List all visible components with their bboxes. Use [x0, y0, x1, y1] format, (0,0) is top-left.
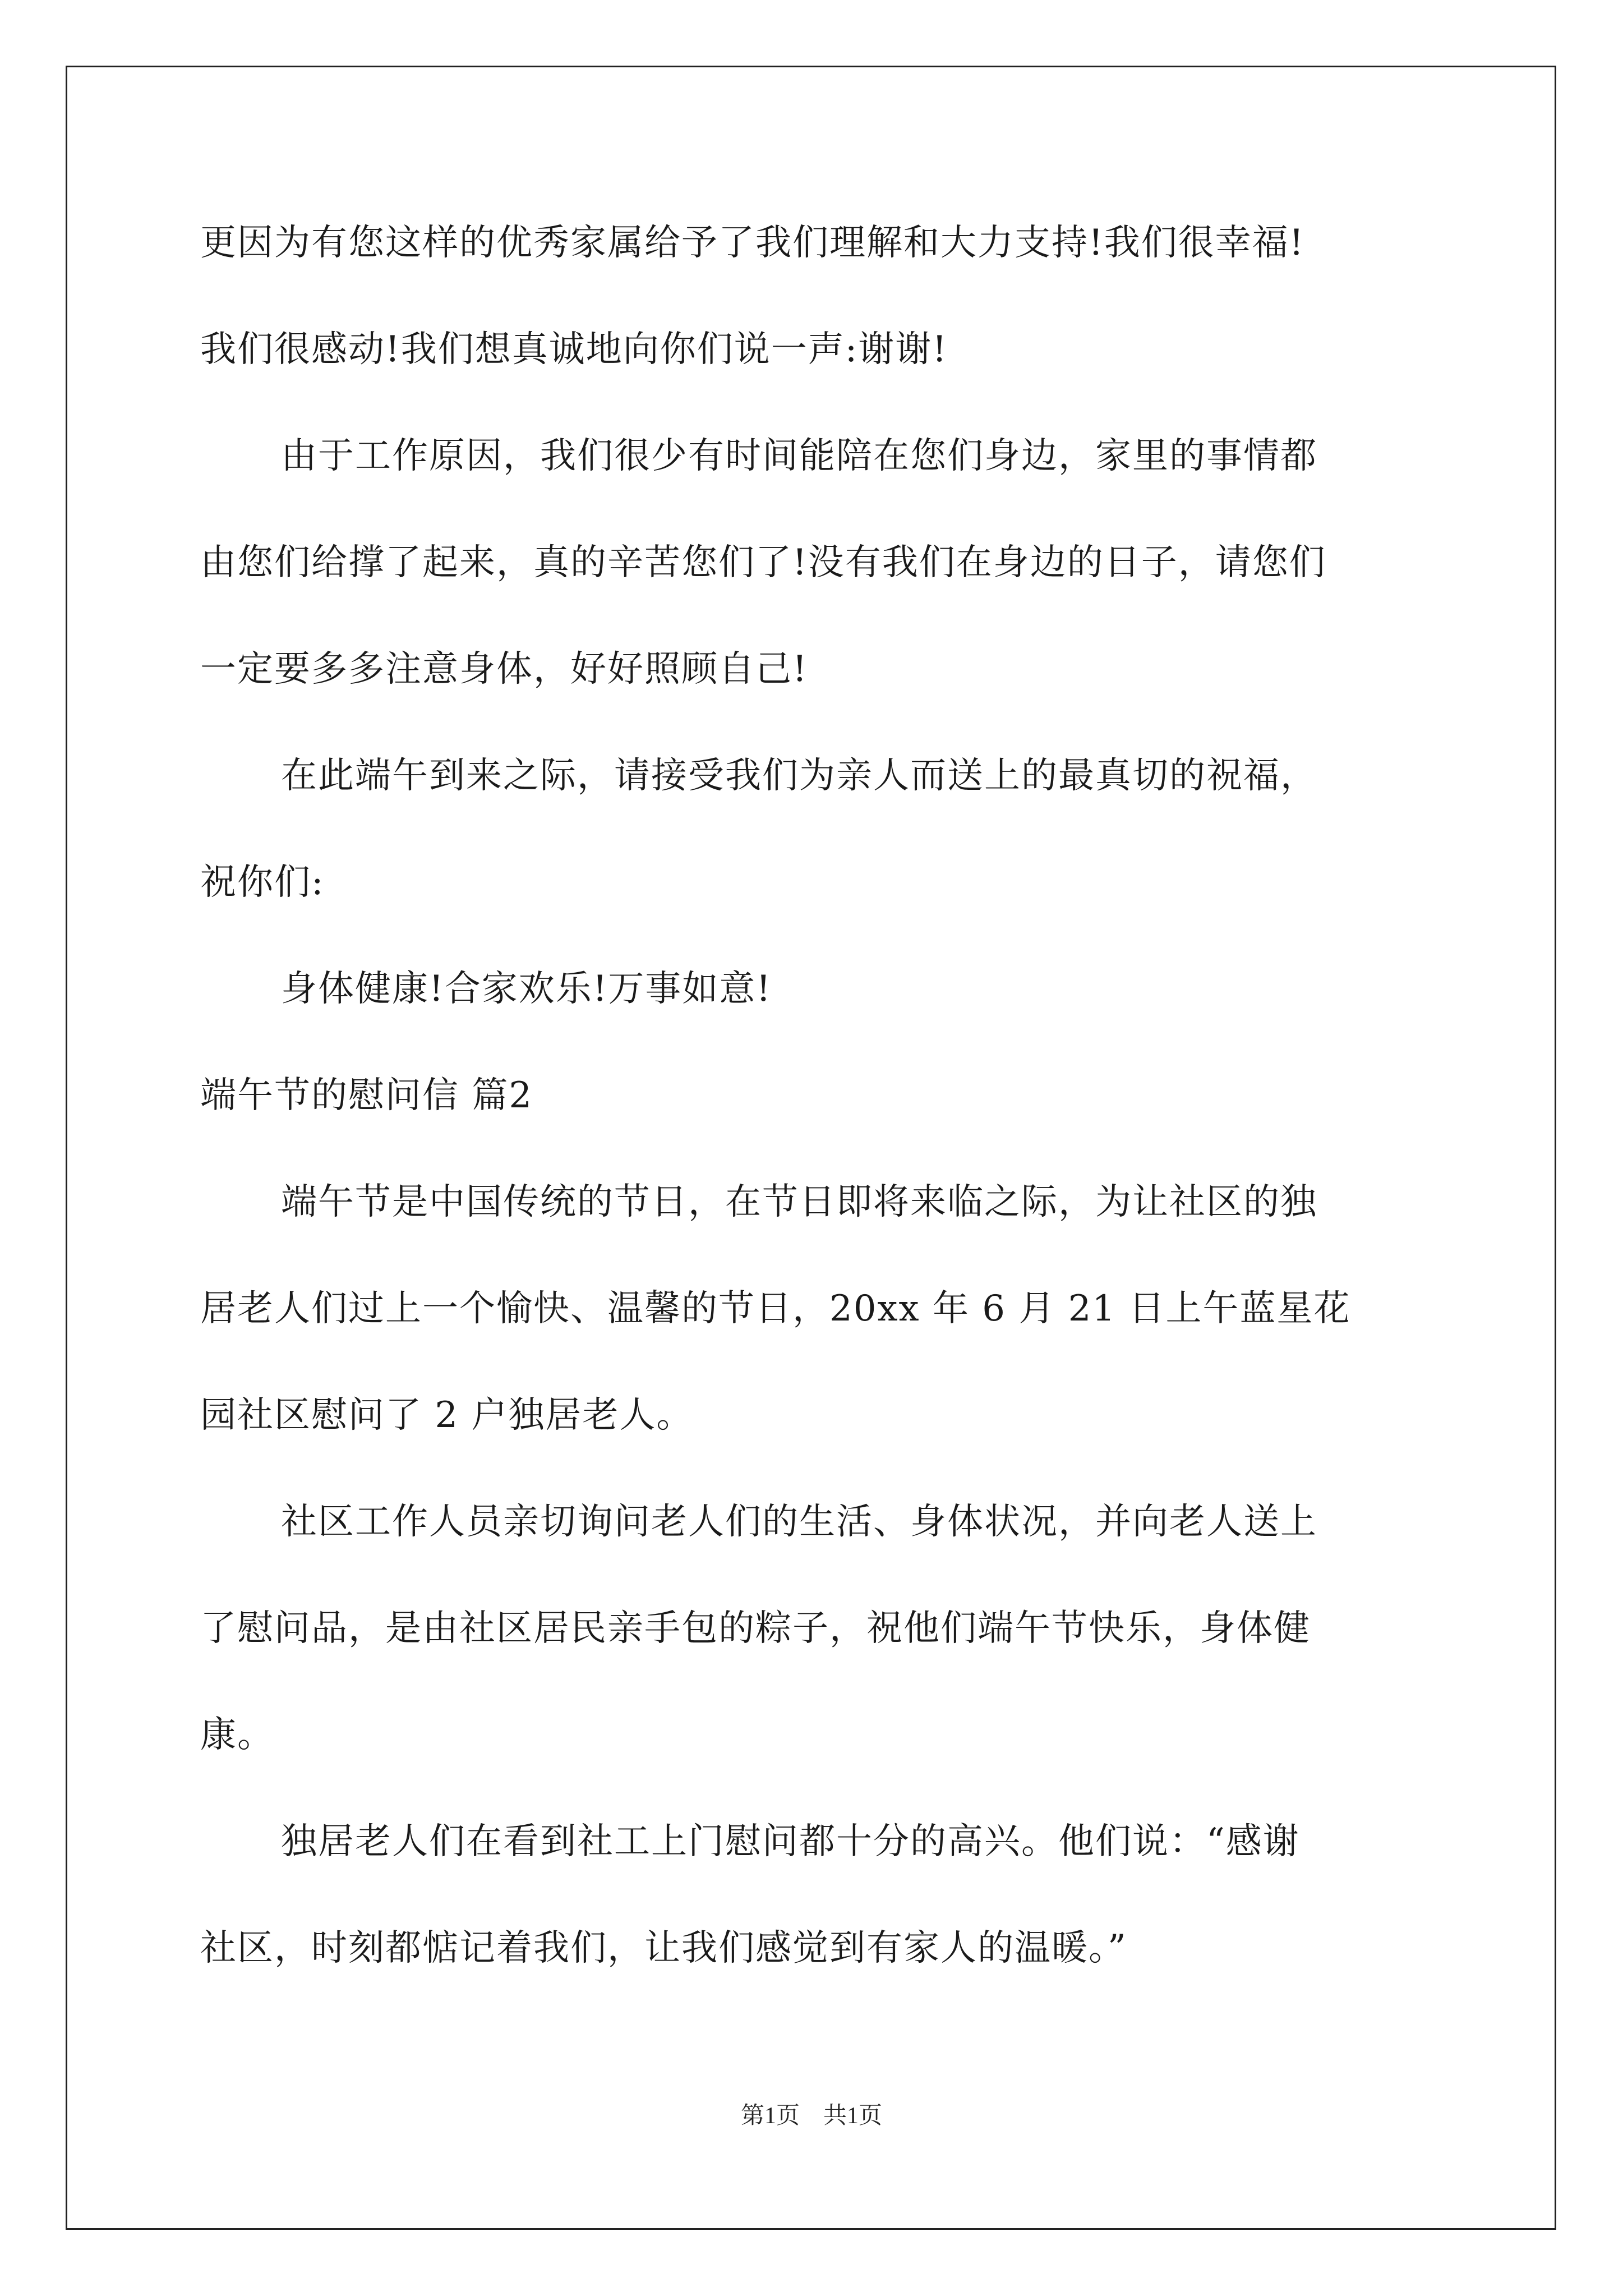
section-heading: 端午节的慰问信 篇2	[200, 1075, 533, 1116]
body-line: 居老人们过上一个愉快、温馨的节日，20xx 年 6 月 21 日上午蓝星花	[200, 1288, 1351, 1329]
body-line: 我们很感动!我们想真诚地向你们说一声:谢谢!	[200, 329, 948, 370]
paragraph-start-line: 身体健康!合家欢乐!万事如意!	[281, 968, 772, 1010]
body-line: 了慰问品，是由社区居民亲手包的粽子，祝他们端午节快乐，身体健	[200, 1608, 1311, 1649]
body-line: 社区，时刻都惦记着我们，让我们感觉到有家人的温暖。”	[200, 1927, 1127, 1969]
body-line: 祝你们:	[200, 862, 325, 903]
body-line: 由您们给撑了起来，真的辛苦您们了!没有我们在身边的日子，请您们	[200, 542, 1326, 583]
paragraph-start-line: 端午节是中国传统的节日，在节日即将来临之际，为让社区的独	[281, 1181, 1317, 1223]
paragraph-start-line: 社区工作人员亲切询问老人们的生活、身体状况，并向老人送上	[281, 1501, 1317, 1543]
body-line: 园社区慰问了 2 户独居老人。	[200, 1395, 694, 1436]
body-line: 更因为有您这样的优秀家属给予了我们理解和大力支持!我们很幸福!	[200, 222, 1305, 264]
document-body	[200, 216, 1426, 1975]
body-line: 一定要多多注意身体，好好照顾自己!	[200, 648, 808, 690]
paragraph-start-line: 在此端午到来之际，请接受我们为亲人而送上的最真切的祝福，	[281, 755, 1317, 797]
page-number-footer: 第1页 共1页	[740, 2103, 882, 2129]
body-line: 康。	[200, 1714, 274, 1756]
paragraph-start-line: 独居老人们在看到社工上门慰问都十分的高兴。他们说：“感谢	[281, 1821, 1300, 1862]
paragraph-start-line: 由于工作原因，我们很少有时间能陪在您们身边，家里的事情都	[281, 435, 1317, 477]
